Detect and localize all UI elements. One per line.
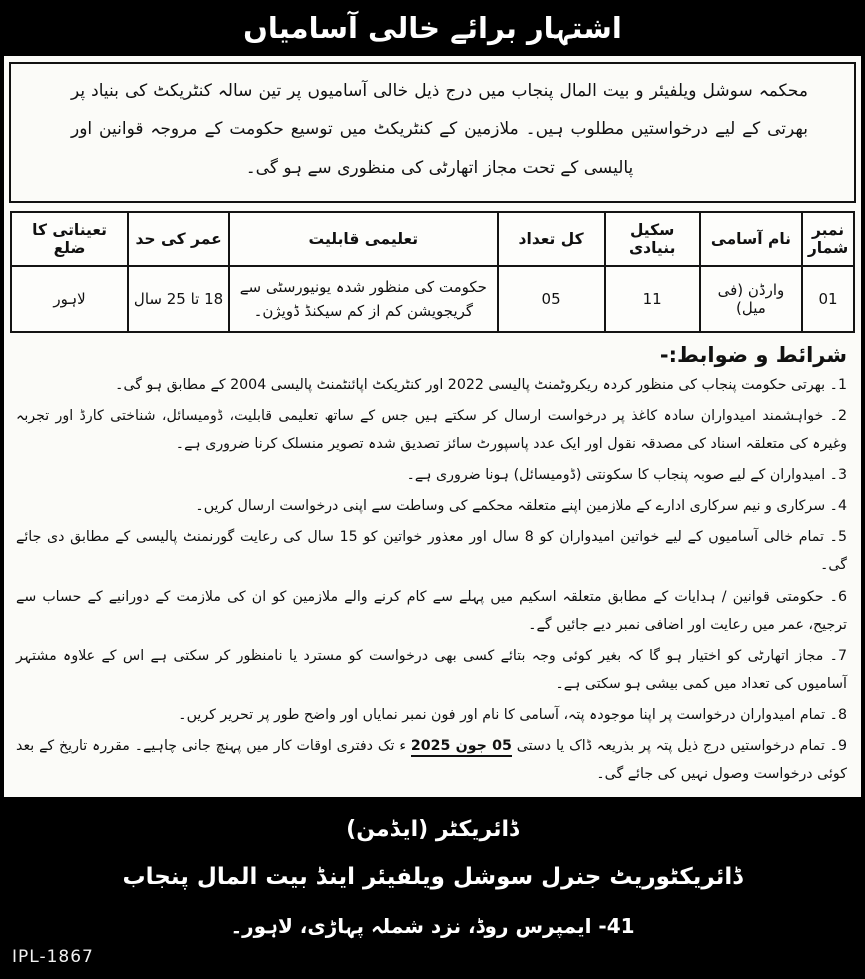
table-row <box>11 266 854 332</box>
condition-9-after: ء تک دفتری اوقات کار میں پہنچ جانی چاہیے۔ مقررہ تاریخ کے بعد کوئی درخواست وصول نہیں کی جائے گی۔ <box>16 738 847 783</box>
ad-footer <box>0 797 865 979</box>
condition-item-2: 2۔ خواہشمند امیدواران سادہ کاغذ پر درخواست ارسال کر سکتے ہیں جس کے ساتھ تعلیمی قابلیت، ڈومیسائل، شناختی کارڈ اور تجربہ وغیرہ کی متعلقہ اسناد کی مصدقہ نقول اور ایک عدد پاسپورٹ سائز تصدیق شدہ تصویر منسلک کرنا ضروری ہے۔ <box>16 407 847 452</box>
table-header-row <box>11 212 854 266</box>
organization: ڈائریکٹوریٹ جنرل سوشل ویلفیئر اینڈ بیت المال پنجاب <box>122 864 743 891</box>
condition-item-8: 8۔ تمام امیدواران درخواست پر اپنا موجودہ پتہ، آسامی کا نام اور فون نمبر نمایاں اور واضح طور پر تحریر کریں۔ <box>178 706 847 723</box>
conditions-list <box>8 371 857 796</box>
cell-basic-scale: 11 <box>605 266 700 332</box>
condition-item-5: 5۔ تمام خالی آسامیوں کے لیے خواتین امیدواران کو 8 سال اور معذور خواتین کو 15 سال کی رعایت گورنمنٹ پالیسی کے مطابق دی جائے گی۔ <box>16 529 847 574</box>
address: 41- ایمپرس روڈ، نزد شملہ پہاڑی، لاہور۔ <box>230 914 635 939</box>
ad-code: IPL-1867 <box>12 947 94 968</box>
ad-body <box>4 56 861 797</box>
cell-age-limit: 18 تا 25 سال <box>128 266 229 332</box>
header-basic-scale: سکیل بنیادی <box>605 212 700 266</box>
header-age-limit: عمر کی حد <box>128 212 229 266</box>
deadline-date: 05 جون 2025 <box>411 738 512 757</box>
ad-title-bar <box>0 0 865 56</box>
signatory: ڈائریکٹر (ایڈمن) <box>346 817 519 843</box>
intro-paragraph: محکمہ سوشل ویلفیئر و بیت المال پنجاب میں درج ذیل خالی آسامیوں پر تین سالہ کنٹریکٹ کی بنیاد پر بھرتی کے لیے درخواستیں مطلوب ہیں۔ ملازمین کے کنٹریکٹ میں توسیع حکومت کے مروجہ قوانین اور پالیسی کے تحت مجاز اتھارٹی کی منظوری سے ہو گی۔ <box>71 81 808 178</box>
cell-post-name: وارڈن (فی میل) <box>700 266 802 332</box>
header-qualification: تعلیمی قابلیت <box>229 212 498 266</box>
header-serial-no: نمبر شمار <box>802 212 854 266</box>
header-posting-district: تعیناتی کا ضلع <box>11 212 128 266</box>
cell-posting-district: لاہور <box>11 266 128 332</box>
condition-item-4: 4۔ سرکاری و نیم سرکاری ادارے کے ملازمین اپنے متعلقہ محکمے کی وساطت سے اپنی درخواست ارسال کریں۔ <box>195 498 847 515</box>
condition-item-6: 6۔ حکومتی قوانین / ہدایات کے مطابق متعلقہ اسکیم میں پہلے سے کام کرنے والے ملازمین کو ان کی ملازمت کے دورانیے کے حساب سے ترجیح، عمر میں رعایت اور اضافی نمبر دیے جائیں گے۔ <box>16 588 847 633</box>
condition-item-7: 7۔ مجاز اتھارٹی کو اختیار ہو گا کہ بغیر کوئی وجہ بتائے کسی بھی درخواست کو مسترد یا نامنظور کر سکتی ہے اس کے علاوہ مشتہر آسامیوں کی تعداد میں کمی بیشی ہو سکتی ہے۔ <box>16 647 847 692</box>
condition-item-3: 3۔ امیدواران کے لیے صوبہ پنجاب کا سکونتی (ڈومیسائل) ہونا ضروری ہے۔ <box>406 467 847 484</box>
cell-serial-no: 01 <box>802 266 854 332</box>
cell-qualification: حکومت کی منظور شدہ یونیورسٹی سے گریجویشن کم از کم سیکنڈ ڈویژن۔ <box>229 266 498 332</box>
header-post-name: نام آسامی <box>700 212 802 266</box>
header-total-posts: کل تعداد <box>498 212 605 266</box>
intro-box <box>9 62 856 203</box>
condition-9-before: 9۔ تمام درخواستیں درج ذیل پتہ پر بذریعہ ڈاک یا دستی <box>511 738 847 755</box>
cell-total-posts: 05 <box>498 266 605 332</box>
terms-heading: شرائط و ضوابط:- <box>659 342 847 367</box>
condition-item-9 <box>16 732 847 788</box>
condition-item-1: 1۔ بھرتی حکومت پنجاب کی منظور کردہ ریکروٹمنٹ پالیسی 2022 اور کنٹریکٹ اپائنٹمنٹ پالیسی 2004 کے مطابق ہو گی۔ <box>115 376 847 393</box>
ad-title: اشتہار برائے خالی آسامیاں <box>243 11 622 45</box>
vacancy-table <box>10 211 855 333</box>
